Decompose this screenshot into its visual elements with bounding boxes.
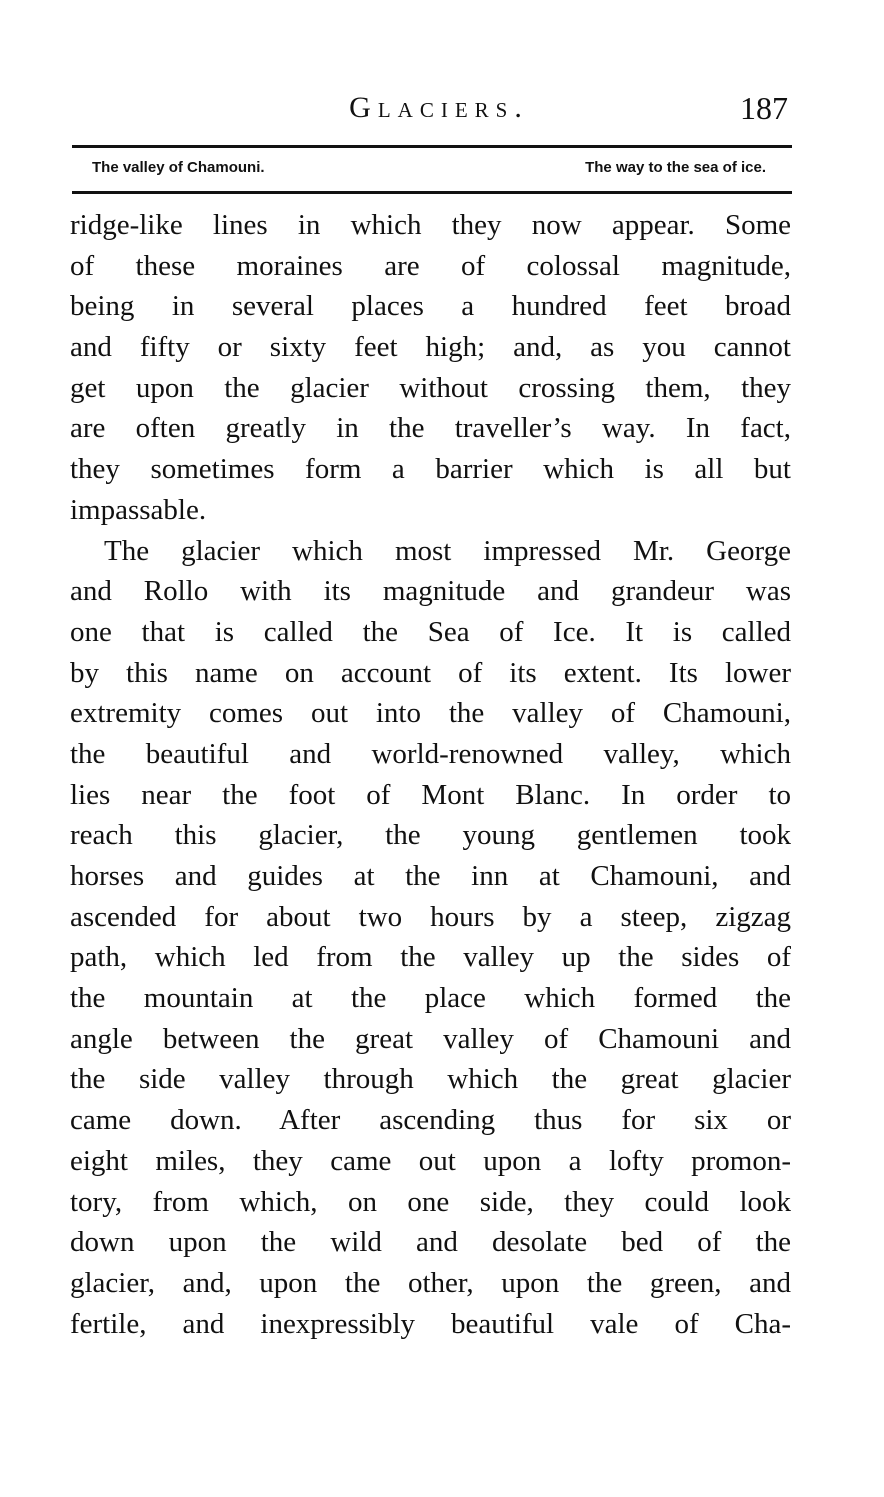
header-top-rule <box>72 145 792 148</box>
text-line: of these moraines are of colossal magnitude, <box>70 249 791 282</box>
text-line: path, which led from the valley up the sides of <box>70 941 791 974</box>
paragraph-start-line: The glacier which most impressed Mr. George <box>104 534 791 567</box>
running-head <box>70 86 788 130</box>
text-line: glacier, and, upon the other, upon the green, and <box>70 1266 791 1299</box>
running-title: Glaciers. <box>349 91 529 124</box>
text-line: reach this glacier, the young gentlemen took <box>70 819 791 852</box>
text-line: came down. After ascending thus for six or <box>70 1104 791 1137</box>
text-line: horses and guides at the inn at Chamouni, and <box>70 860 791 892</box>
page-number: 187 <box>740 90 788 126</box>
topic-left: The valley of Chamouni. <box>92 159 265 176</box>
text-line: extremity comes out into the valley of Chamouni, <box>70 697 791 730</box>
text-line: one that is called the Sea of Ice. It is called <box>70 615 791 648</box>
text-line: down upon the wild and desolate bed of the <box>70 1226 791 1259</box>
text-line: being in several places a hundred feet broad <box>70 290 791 323</box>
text-line: and fifty or sixty feet high; and, as you cannot <box>70 331 791 364</box>
header-bottom-rule <box>72 191 792 194</box>
text-line: they sometimes form a barrier which is all but <box>70 453 791 486</box>
text-line: angle between the great valley of Chamouni and <box>70 1022 791 1055</box>
text-line: ascended for about two hours by a steep, zigzag <box>70 900 791 933</box>
text-line: the mountain at the place which formed the <box>70 982 791 1015</box>
text-line: impassable. <box>70 493 207 526</box>
text-line: fertile, and inexpressibly beautiful vale of Cha- <box>70 1307 791 1340</box>
text-line: lies near the foot of Mont Blanc. In order to <box>70 778 791 811</box>
text-line: the beautiful and world-renowned valley, which <box>70 737 791 770</box>
text-line: tory, from which, on one side, they could look <box>70 1185 791 1218</box>
text-line: eight miles, they came out upon a lofty promon- <box>70 1144 791 1177</box>
text-line: are often greatly in the traveller’s way. In fact, <box>70 412 791 445</box>
topic-line <box>92 151 766 185</box>
body-text <box>70 205 791 1344</box>
text-line: by this name on account of its extent. Its lower <box>70 656 791 689</box>
topic-right: The way to the sea of ice. <box>585 159 766 176</box>
text-line: and Rollo with its magnitude and grandeur was <box>70 575 791 608</box>
text-line: ridge-like lines in which they now appear. Some <box>70 209 791 241</box>
text-line: get upon the glacier without crossing them, they <box>70 371 791 404</box>
text-line: the side valley through which the great glacier <box>70 1063 791 1096</box>
